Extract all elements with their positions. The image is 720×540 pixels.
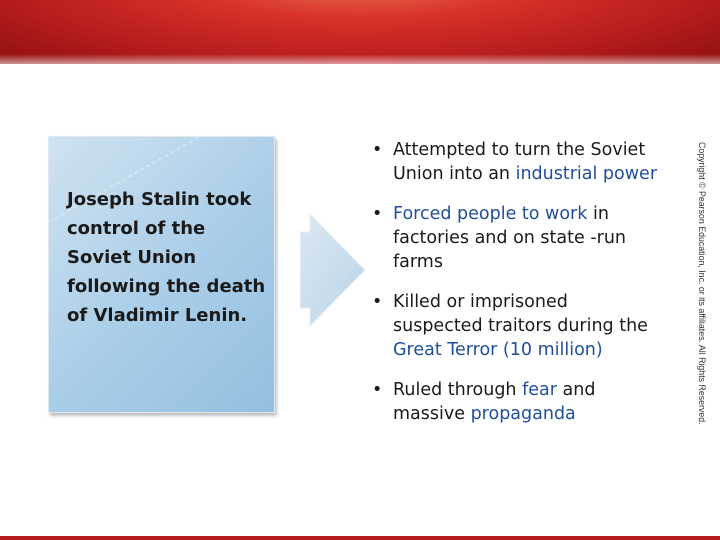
stalin-summary-text: Joseph Stalin took control of the Soviet Union following the death of Vladimir Lenin. <box>67 189 266 326</box>
bullet-text: Killed or imprisoned suspected traitors during the <box>393 292 648 336</box>
highlighted-term: propaganda <box>470 404 576 424</box>
highlighted-term: Great Terror (10 million) <box>393 340 603 360</box>
bullet-list <box>372 138 662 442</box>
highlighted-term: Forced people to work <box>393 204 588 224</box>
bullet-dot-icon: • <box>372 140 383 160</box>
stalin-summary-box <box>48 136 275 413</box>
copyright-notice <box>697 142 707 425</box>
bullet-item <box>372 138 662 186</box>
copyright-text: Copyright © Pearson Education, Inc. or its affiliates. All Rights Reserved. <box>697 142 707 425</box>
bullet-item <box>372 378 662 426</box>
bullet-text: Ruled through <box>393 380 523 400</box>
bullet-dot-icon: • <box>372 292 383 312</box>
bottom-rule <box>0 536 720 540</box>
highlighted-term: industrial power <box>515 164 658 184</box>
bullet-item <box>372 202 662 274</box>
bullet-text: in factories and on state -run farms <box>393 204 627 272</box>
highlighted-term: fear <box>522 380 557 400</box>
bullet-dot-icon: • <box>372 204 383 224</box>
bullet-text: Attempted to turn the Soviet Union into an <box>393 140 646 184</box>
title-banner <box>0 0 720 64</box>
right-arrow-shape <box>300 214 370 334</box>
bullet-text: and massive <box>393 380 596 424</box>
bullet-dot-icon: • <box>372 380 383 400</box>
bullet-item <box>372 290 662 362</box>
